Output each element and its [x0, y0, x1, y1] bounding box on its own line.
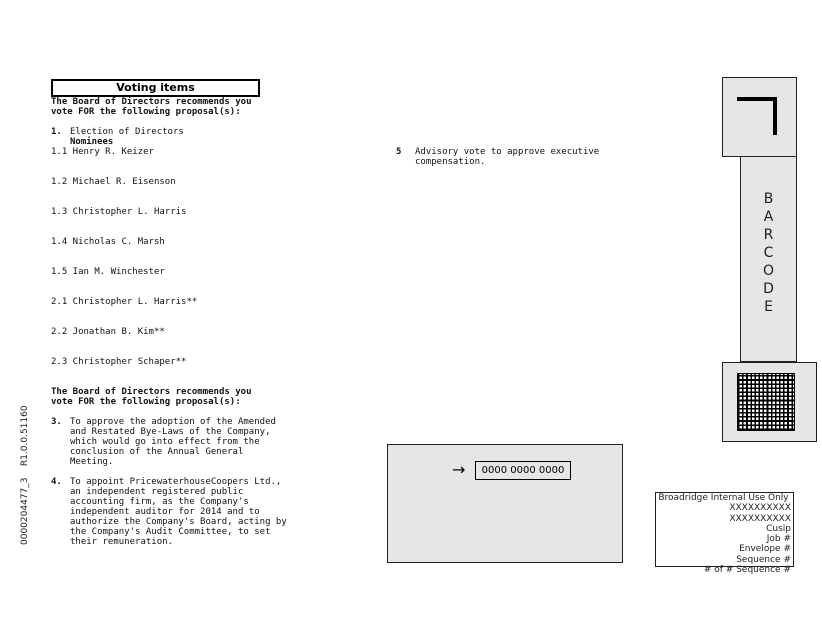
internal-use-line: Cusip — [766, 523, 791, 534]
internal-use-line: Envelope # — [739, 544, 791, 555]
item-4-text: To appoint PricewaterhouseCoopers Ltd., an independent registered public accounting firm, as the Company's independent auditor for 2014 and to authorize the Company's Board, acting by the Company's Audit Committee, to set their remuneration. — [70, 477, 287, 547]
item-5-text: Advisory vote to approve executive compensation. — [415, 147, 600, 167]
nominee-item: 2.2 Jonathan B. Kim** — [51, 327, 165, 337]
item-3-text: To approve the adoption of the Amended and Restated Bye-Laws of the Company, which would go into effect from the conclusion of the Annual General Meeting. — [70, 417, 276, 467]
board-recommendation-1: The Board of Directors recommends you vote FOR the following proposal(s): — [51, 97, 252, 117]
board-recommendation-2: The Board of Directors recommends you vote FOR the following proposal(s): — [51, 387, 252, 407]
item-1-number: 1. — [51, 127, 62, 137]
internal-use-line: XXXXXXXXXX — [729, 503, 791, 514]
nominee-item: 1.4 Nicholas C. Marsh — [51, 237, 165, 247]
barcode-letter: C — [763, 245, 774, 261]
barcode-letter: O — [762, 263, 775, 279]
arrow-right-icon: → — [452, 460, 466, 479]
item-4-number: 4. — [51, 477, 62, 487]
internal-use-line: Sequence # — [736, 554, 791, 565]
nominee-item: 1.2 Michael R. Eisenson — [51, 177, 176, 187]
item-5-number: 5 — [396, 147, 402, 157]
barcode-label — [740, 190, 797, 316]
control-number: 0000 0000 0000 — [475, 461, 571, 480]
item-3-number: 3. — [51, 417, 62, 427]
nominee-item: 1.1 Henry R. Keizer — [51, 147, 154, 157]
barcode-letter: A — [763, 209, 774, 225]
matrix-code-icon — [737, 373, 795, 431]
internal-use-line: XXXXXXXXXX — [729, 513, 791, 524]
internal-use-lines — [656, 493, 791, 575]
voting-items-title: Voting items — [51, 79, 260, 97]
barcode-letter: R — [763, 227, 774, 243]
barcode-letter: E — [764, 299, 773, 315]
document-identifier: 0000204477_3 R1.0.0.51160 — [20, 405, 30, 545]
nominee-item: 1.3 Christopher L. Harris — [51, 207, 187, 217]
nominees-label: Nominees — [70, 137, 114, 147]
barcode-letter: B — [763, 191, 774, 207]
nominee-item: 2.1 Christopher L. Harris** — [51, 297, 198, 307]
corner-mark-icon — [737, 97, 777, 135]
internal-use-line: # of # Sequence # — [703, 565, 791, 576]
nominee-item: 2.3 Christopher Schaper** — [51, 357, 187, 367]
barcode-letter: D — [763, 281, 774, 297]
internal-use-line: Job # — [766, 534, 791, 545]
item-1-label: Election of Directors — [70, 127, 184, 137]
internal-use-heading: Broadridge Internal Use Only — [658, 493, 789, 503]
nominee-item: 1.5 Ian M. Winchester — [51, 267, 165, 277]
